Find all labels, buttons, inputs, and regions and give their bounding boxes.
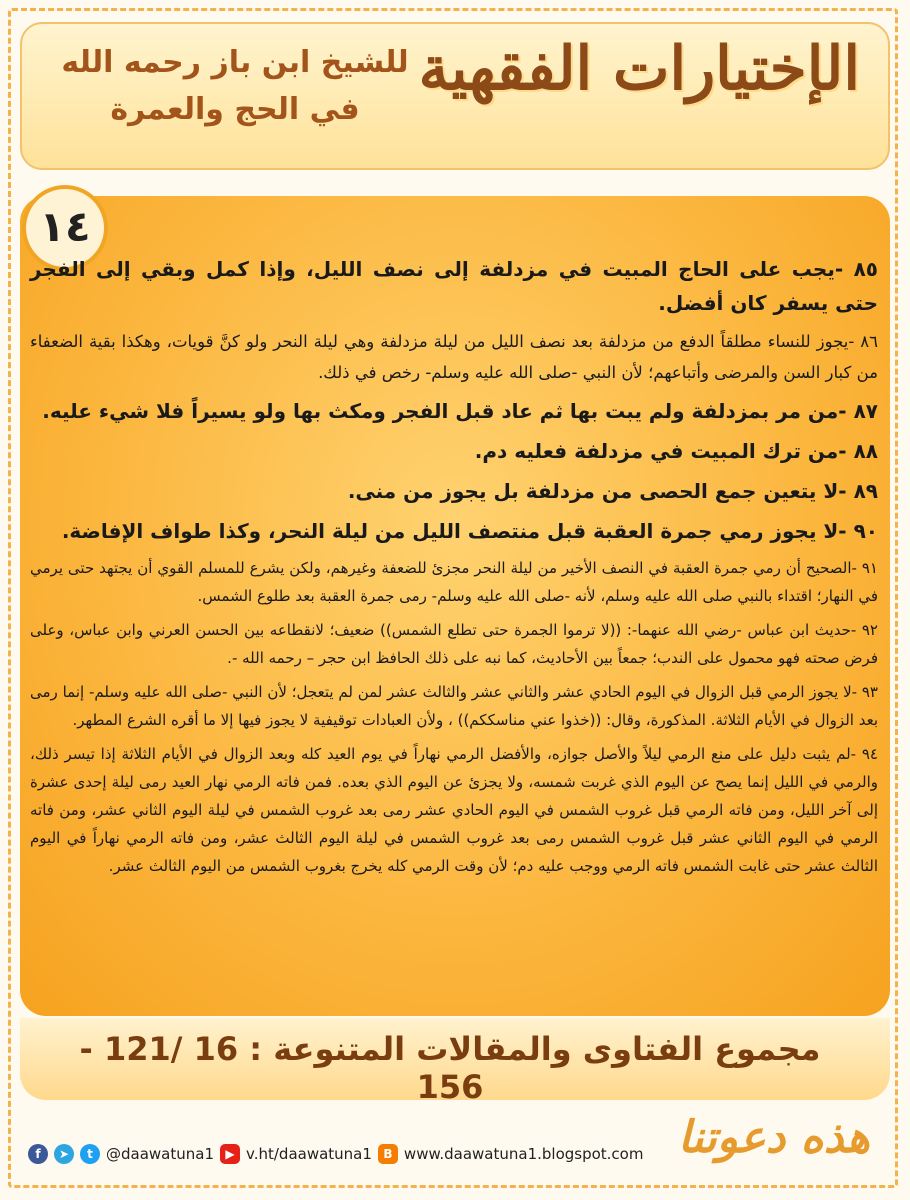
ruling-87: ٨٧ -من مر بمزدلفة ولم يبت بها ثم عاد قبل الفجر ومكث بها ولو يسيراً فلا شيء عليه. [42, 399, 878, 423]
website-link[interactable]: www.daawatuna1.blogspot.com [403, 1145, 644, 1163]
ruling-88: ٨٨ -من ترك المبيت في مزدلفة فعليه دم. [474, 439, 878, 463]
ruling-92: ٩٢ -حديث ابن عباس -رضي الله عنهما-: ((لا ترموا الجمرة حتى تطلع الشمس)) ضعيف؛ لانقطاعه بين الحسن العرني وابن عباس، وعلى فرض صحته فهو محمول على الندب؛ جمعاً بين الأحاديث، كما نبه على ذلك الحافظ ابن حجر – رحمه الله -. [30, 621, 878, 667]
facebook-icon[interactable]: f [28, 1144, 48, 1164]
ruling-94: ٩٤ -لم يثبت دليل على منع الرمي ليلاً والأصل جوازه، والأفضل الرمي نهاراً في يوم العيد كله وبعد الزوال في الأيام الثلاثة إذا تيسر ذلك، والرمي في الليل إنما يصح عن اليوم الذي غربت شمسه، ولا يجزئ عن اليوم الذي بعده. فمن فاته الرمي نهار العيد رمى ليلة إحدى عشرة إلى آخر الليل، ومن فاته الرمي قبل غروب الشمس في اليوم الحادي عشر رمى بعد غروب الشمس في ليلة اليوم الثاني عشر، ومن فاته الرمي في اليوم الثاني عشر قبل غروب الشمس رمى بعد غروب الشمس في ليلة اليوم الثالث عشر، ومن فاته الرمي نهاراً في اليوم الثالث عشر حتى غابت الشمس فاته الرمي ووجب عليه دم؛ لأن وقت الرمي كله يخرج بغروب الشمس من اليوم الثالث عشر. [30, 745, 878, 875]
ruling-90: ٩٠ -لا يجوز رمي جمرة العقبة قبل منتصف الليل من ليلة النحر، وكذا طواف الإفاضة. [61, 519, 878, 543]
telegram-icon[interactable]: ➤ [54, 1144, 74, 1164]
ruling-91: ٩١ -الصحيح أن رمي جمرة العقبة في النصف الأخير من ليلة النحر مجزئ للضعفة وغيرهم، ولكن يشرع للمسلم القوي أن يجتهد حتى يرمي في النهار؛ اقتداء بالنبي صلى الله عليه وسلم، لأنه -صلى الله عليه وسلم- رمى جمرة العقبة بعد طلوع الشمس. [30, 559, 878, 605]
ruling-86: ٨٦ -يجوز للنساء مطلقاً الدفع من مزدلفة بعد نصف الليل من ليلة مزدلفة وهي ليلة النحر ولو كنَّ قويات، وهكذا بقية الضعفاء من كبار السن والمرضى وأتباعهم؛ لأن النبي -صلى الله عليه وسلم- رخص في ذلك. [30, 332, 878, 382]
page-title: الإختيارات الفقهية [418, 34, 860, 104]
reference-text: مجموع الفتاوى والمقالات المتنوعة : 16 /121 - 156 [79, 1030, 821, 1106]
ruling-85: ٨٥ -يجب على الحاج المبيت في مزدلفة إلى نصف الليل، وإذا كمل وبقي إلى الفجر حتى يسفر كان أفضل. [30, 257, 878, 315]
video-link[interactable]: v.ht/daawatuna1 [246, 1145, 372, 1163]
social-handle[interactable]: @daawatuna1 [106, 1145, 214, 1163]
footer-links [28, 1140, 643, 1168]
rulings-list [30, 252, 878, 886]
page-subtitle [40, 40, 430, 133]
ruling-93: ٩٣ -لا يجوز الرمي قبل الزوال في اليوم الحادي عشر والثاني عشر والثالث عشر لمن لم يتعجل؛ لأن النبي -صلى الله عليه وسلم- إنما رمى بعد الزوال في الأيام الثلاثة. المذكورة، وقال: ((خذوا عني مناسككم)) ، ولأن العبادات توقيفية لا يجوز فيها إلا ما أقره الشرع المطهر. [30, 683, 878, 729]
ruling-89: ٨٩ -لا يتعين جمع الحصى من مزدلفة بل يجوز من منى. [347, 479, 878, 503]
brand-logo: هذه دعوتنا [677, 1112, 870, 1163]
twitter-icon[interactable]: t [80, 1144, 100, 1164]
blogger-icon[interactable]: B [378, 1144, 398, 1164]
youtube-icon[interactable]: ▶ [220, 1144, 240, 1164]
page-number-badge: ١٤ [22, 185, 108, 271]
subtitle-line-1: للشيخ ابن باز رحمه الله [61, 45, 409, 80]
subtitle-line-2: في الحج والعمرة [110, 91, 360, 127]
